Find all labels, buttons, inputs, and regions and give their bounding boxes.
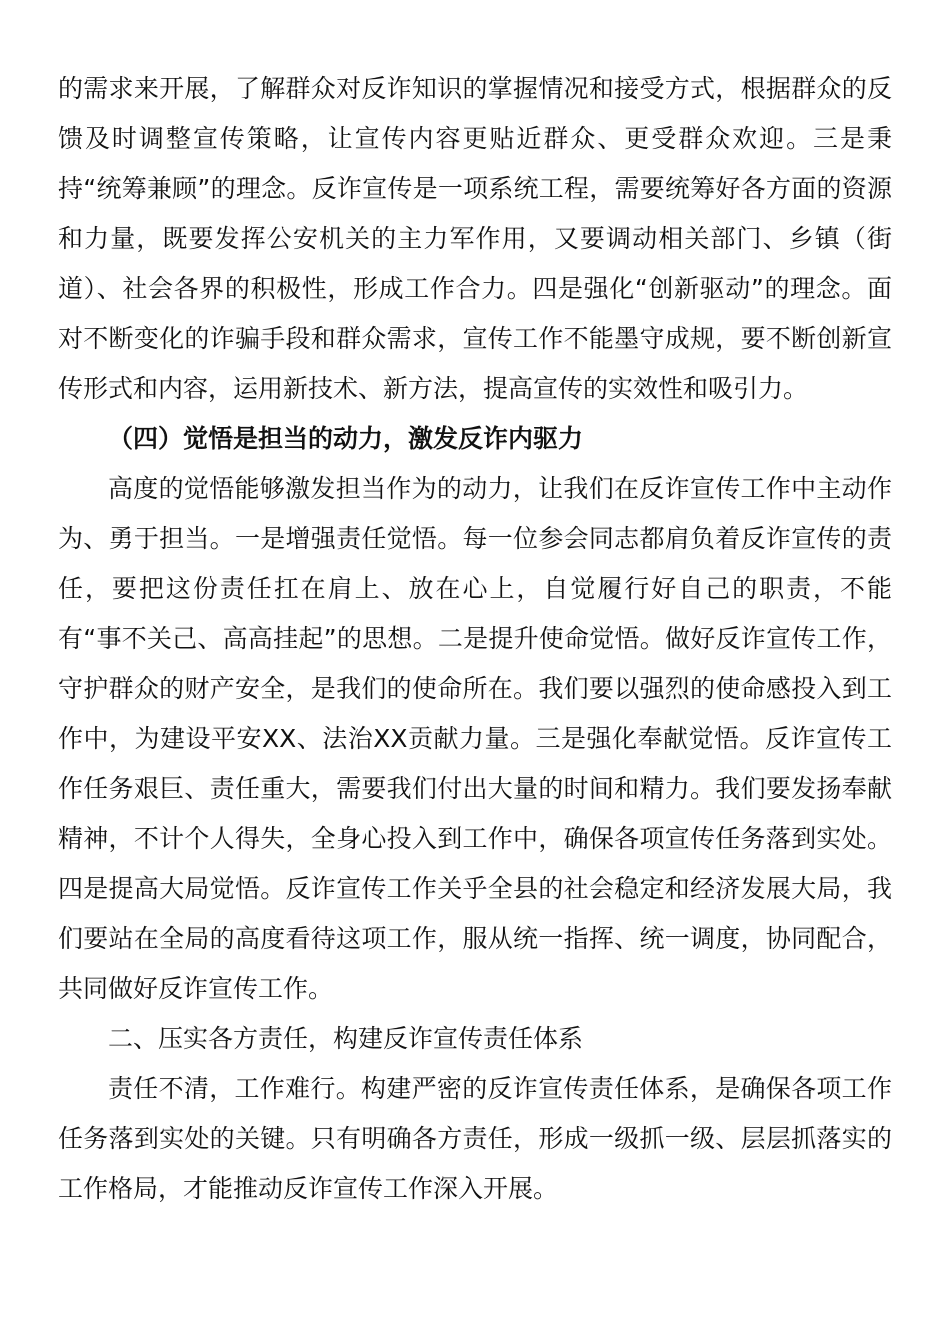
subsection-heading-4: （四）觉悟是担当的动力，激发反诈内驱力: [108, 424, 584, 453]
section-heading-2: 二、压实各方责任，构建反诈宣传责任体系: [108, 1024, 584, 1053]
paragraph-continuation: 的需求来开展，了解群众对反诈知识的掌握情况和接受方式，根据群众的反馈及时调整宣传策略，让宣传内容更贴近群众、更受群众欢迎。三是秉持“统筹兼顾”的理念。反诈宣传是一项系统工程，需要统筹好各方面的资源和力量，既要发挥公安机关的主力军作用，又要调动相关部门、乡镇（街道）、社会各界的积极性，形成工作合力。四是强化“创新驱动”的理念。面对不断变化的诈骗手段和群众需求，宣传工作不能墨守成规，要不断创新宣传形式和内容，运用新技术、新方法，提高宣传的实效性和吸引力。: [58, 74, 892, 403]
paragraph-responsibility: 责任不清，工作难行。构建严密的反诈宣传责任体系，是确保各项工作任务落到实处的关键。只有明确各方责任，形成一级抓一级、层层抓落实的工作格局，才能推动反诈宣传工作深入开展。: [58, 1074, 892, 1203]
paragraph-awareness: 高度的觉悟能够激发担当作为的动力，让我们在反诈宣传工作中主动作为、勇于担当。一是增强责任觉悟。每一位参会同志都肩负着反诈宣传的责任，要把这份责任扛在肩上、放在心上，自觉履行好自己的职责，不能有“事不关己、高高挂起”的思想。二是提升使命觉悟。做好反诈宣传工作，守护群众的财产安全，是我们的使命所在。我们要以强烈的使命感投入到工作中，为建设平安XX、法治XX贡献力量。三是强化奉献觉悟。反诈宣传工作任务艰巨、责任重大，需要我们付出大量的时间和精力。我们要发扬奉献精神，不计个人得失，全身心投入到工作中，确保各项宣传任务落到实处。四是提高大局觉悟。反诈宣传工作关乎全县的社会稳定和经济发展大局，我们要站在全局的高度看待这项工作，服从统一指挥、统一调度，协同配合，共同做好反诈宣传工作。: [58, 474, 892, 1003]
document-body: [58, 64, 892, 1214]
